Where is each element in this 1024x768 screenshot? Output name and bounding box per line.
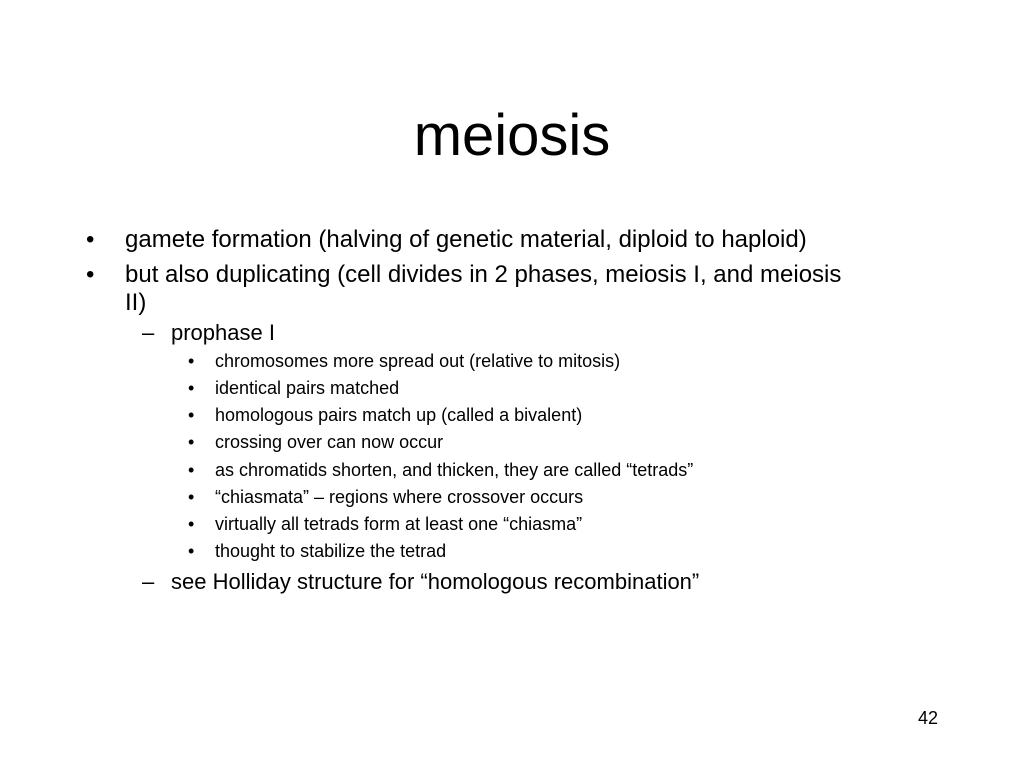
dash-marker: –: [142, 320, 155, 345]
bullet-duplicating: [86, 261, 856, 317]
sub-bullet-holliday: [142, 569, 942, 595]
bullet-marker: •: [188, 487, 195, 507]
page-number: 42: [917, 708, 938, 728]
bullet-text: but also duplicating (cell divides in 2 phases, meiosis I, and meiosis II): [125, 261, 842, 316]
bullet-marker: •: [188, 460, 195, 480]
bullet-marker: •: [188, 432, 195, 452]
bullet-marker: •: [188, 378, 195, 398]
prophase-item-text: “chiasmata” – regions where crossover occurs: [215, 487, 584, 507]
prophase-item: [188, 486, 948, 508]
slide-title: meiosis: [413, 103, 611, 168]
prophase-item: [188, 350, 948, 372]
prophase-item: [188, 377, 948, 399]
prophase-item-text: chromosomes more spread out (relative to mitosis): [215, 351, 621, 371]
bullet-marker: •: [188, 541, 195, 561]
prophase-item-text: as chromatids shorten, and thicken, they are called “tetrads”: [215, 460, 694, 480]
sub-bullet-prophase: [142, 320, 942, 346]
prophase-item-text: crossing over can now occur: [215, 432, 444, 452]
bullet-gamete-formation: [86, 226, 966, 254]
prophase-item-text: thought to stabilize the tetrad: [215, 541, 447, 561]
bullet-marker: •: [188, 405, 195, 425]
prophase-item: [188, 459, 948, 481]
prophase-item-text: virtually all tetrads form at least one “chiasma”: [215, 514, 583, 534]
sub-bullet-text: see Holliday structure for “homologous recombination”: [171, 569, 700, 594]
sub-bullet-text: prophase I: [171, 320, 275, 345]
dash-marker: –: [142, 569, 155, 594]
prophase-item: [188, 431, 948, 453]
prophase-item-text: homologous pairs match up (called a bivalent): [215, 405, 583, 425]
bullet-text: gamete formation (halving of genetic material, diploid to haploid): [125, 226, 807, 253]
bullet-marker: •: [188, 351, 195, 371]
prophase-item-text: identical pairs matched: [215, 378, 400, 398]
bullet-marker: •: [86, 261, 95, 288]
prophase-item: [188, 540, 948, 562]
prophase-item: [188, 404, 948, 426]
prophase-item: [188, 513, 948, 535]
bullet-marker: •: [86, 226, 95, 253]
bullet-marker: •: [188, 514, 195, 534]
